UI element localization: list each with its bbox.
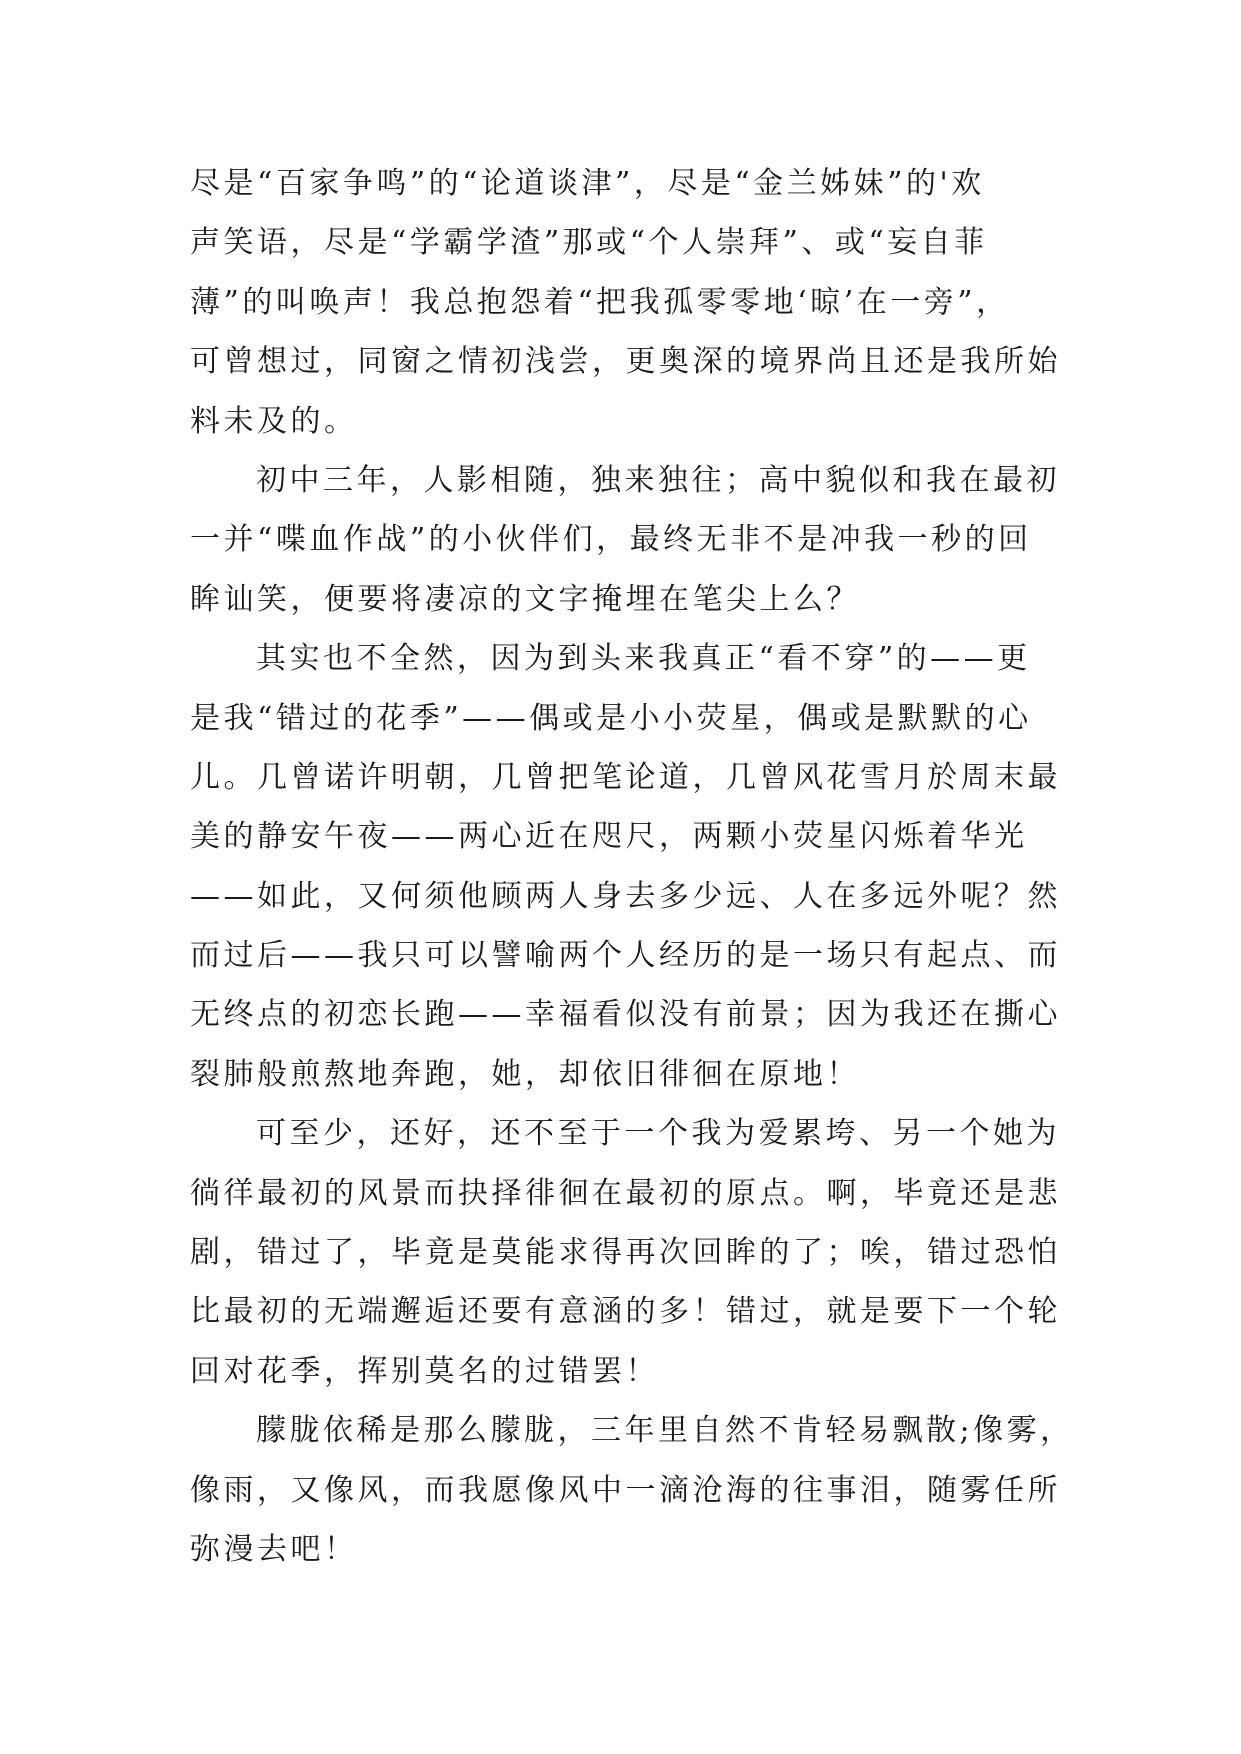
text-line: 朦胧依稀是那么朦胧，三年里自然不肯轻易飘散;像雾， [256, 1413, 1074, 1449]
text-line: ——如此，又何须他顾两人身去多少远、人在多远外呢？然 [190, 878, 1061, 914]
text-line: 薄”的叫唤声！我总抱怨着“把我孤零零地‘晾’在一旁”， [190, 284, 1010, 320]
text-line: 儿。几曾诺许明朝，几曾把笔论道，几曾风花雪月於周末最 [190, 759, 1061, 795]
text-line: 比最初的无端邂逅还要有意涵的多！错过，就是要下一个轮 [190, 1294, 1061, 1330]
text-line: 弥漫去吧！ [190, 1531, 358, 1567]
paragraph-1 [190, 154, 1061, 451]
text-line: 可至少，还好，还不至于一个我为爱累垮、另一个她为 [256, 1116, 1060, 1152]
text-line: 眸讪笑，便要将凄凉的文字掩埋在笔尖上么？ [190, 581, 860, 617]
text-line: 料未及的。 [190, 403, 358, 439]
paragraph-2 [190, 451, 1060, 629]
text-line: 像雨，又像风，而我愿像风中一滴沧海的往事泪，随雾任所 [190, 1472, 1061, 1508]
text-line: 剧，错过了，毕竟是莫能求得再次回眸的了；唉，错过恐怕 [190, 1235, 1061, 1271]
text-line: 初中三年，人影相随，独来独往；高中貌似和我在最初 [256, 462, 1060, 498]
text-line: 尽是“百家争鸣”的“论道谈津”，尽是“金兰姊妹”的'欢 [190, 166, 985, 201]
text-line: 回对花季，挥别莫名的过错罢！ [190, 1353, 659, 1389]
text-line: 美的静安午夜——两心近在咫尺，两颗小荧星闪烁着华光 [190, 819, 1028, 855]
text-line: 无终点的初恋长跑——幸福看似没有前景；因为我还在撕心 [190, 997, 1061, 1033]
text-line: 是我“错过的花季”——偶或是小小荧星，偶或是默默的心 [190, 700, 1032, 736]
text-line: 一并“喋血作战”的小伙伴们，最终无非不是冲我一秒的回 [190, 522, 1032, 558]
text-line: 徜徉最初的风景而抉择徘徊在最初的原点。啊，毕竟还是悲 [190, 1175, 1061, 1211]
paragraph-5 [190, 1401, 1074, 1579]
text-line: 裂肺般煎熬地奔跑，她，却依旧徘徊在原地！ [190, 1056, 860, 1092]
text-line: 而过后——我只可以譬喻两个人经历的是一场只有起点、而 [190, 938, 1061, 974]
text-line: 其实也不全然，因为到头来我真正“看不穿”的——更 [256, 641, 1031, 677]
document-body [190, 154, 1074, 1579]
paragraph-4 [190, 1104, 1061, 1401]
paragraph-3 [190, 629, 1061, 1104]
text-line: 声笑语，尽是“学霸学渣”那或“个人崇拜”、或“妄自菲 [190, 225, 988, 261]
text-line: 可曾想过，同窗之情初浅尝，更奥深的境界尚且还是我所始 [190, 344, 1061, 380]
